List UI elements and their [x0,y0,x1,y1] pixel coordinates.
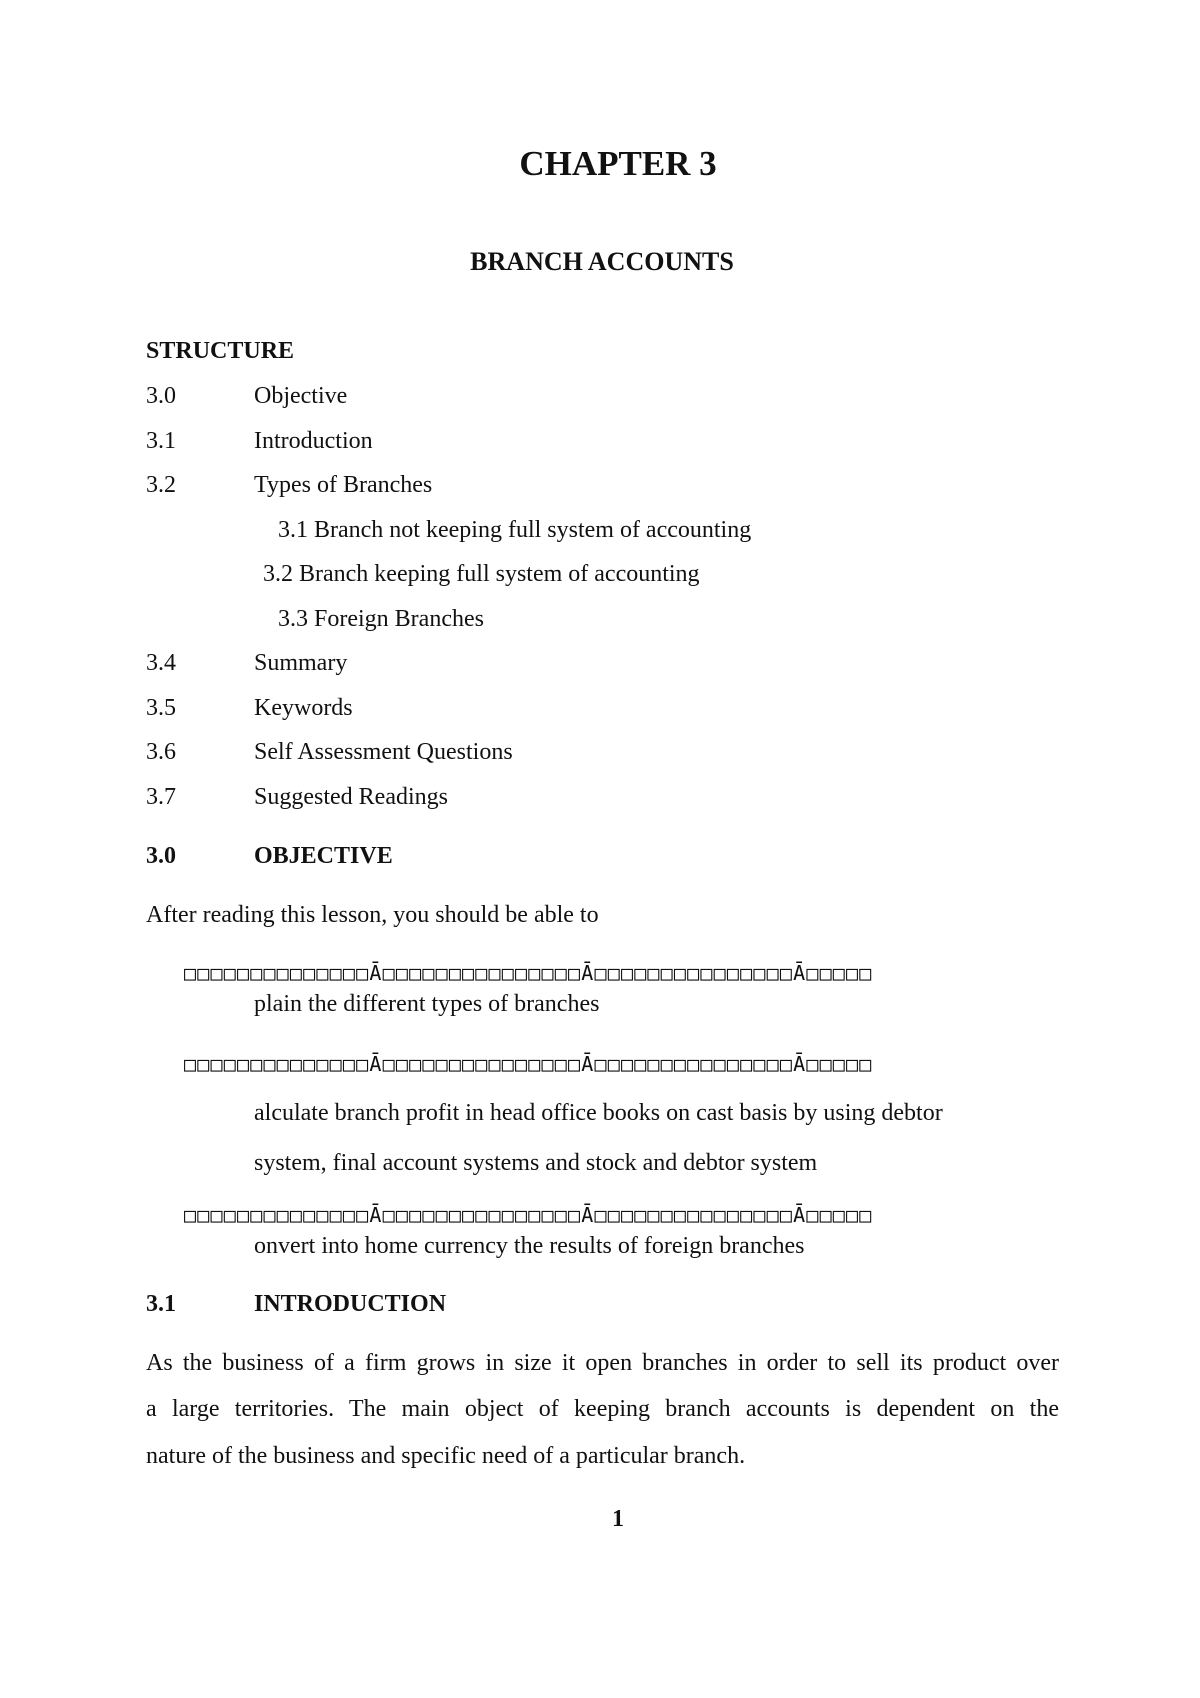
introduction-paragraph-line: a large territories. The main object of keeping branch accounts is dependent on the [146,1396,1059,1422]
chapter-title: CHAPTER 3 [519,144,717,183]
objective-bullet-text: system, final account systems and stock and debtor system [254,1150,818,1176]
structure-subitem: 3.1 Branch not keeping full system of accounting [278,517,752,543]
objective-num: 3.0 [146,843,176,869]
garbled-bullet-glyphs: □□□□□□□□□□□□□□Ā□□□□□□□□□□□□□□□Ā□□□□□□□□□□□□□□□Ā□□□□□ [184,1203,873,1227]
structure-item-num: 3.1 [146,428,176,454]
structure-item-num: 3.6 [146,739,176,765]
objective-bullet-text: plain the different types of branches [254,991,600,1017]
structure-subitem: 3.3 Foreign Branches [278,606,484,632]
objective-lead: After reading this lesson, you should be able to [146,902,599,928]
garbled-bullet-glyphs: □□□□□□□□□□□□□□Ā□□□□□□□□□□□□□□□Ā□□□□□□□□□□□□□□□Ā□□□□□ [184,961,873,985]
structure-item-label: Keywords [254,695,353,721]
introduction-paragraph-line: As the business of a firm grows in size it open branches in order to sell its product over [146,1350,1059,1376]
objective-heading: OBJECTIVE [254,843,393,869]
objective-bullet-text: alculate branch profit in head office books on cast basis by using debtor [254,1100,943,1126]
page-number: 1 [612,1506,624,1532]
structure-item-num: 3.4 [146,650,176,676]
garbled-bullet-glyphs: □□□□□□□□□□□□□□Ā□□□□□□□□□□□□□□□Ā□□□□□□□□□□□□□□□Ā□□□□□ [184,1052,873,1076]
objective-bullet-text: onvert into home currency the results of foreign branches [254,1233,805,1259]
structure-item-label: Types of Branches [254,472,433,498]
introduction-num: 3.1 [146,1291,176,1317]
structure-item-label: Introduction [254,428,373,454]
structure-item-num: 3.2 [146,472,176,498]
structure-item-label: Suggested Readings [254,784,448,810]
introduction-heading: INTRODUCTION [254,1291,447,1317]
chapter-subtitle: BRANCH ACCOUNTS [470,247,734,276]
structure-item-num: 3.0 [146,383,176,409]
structure-item-label: Self Assessment Questions [254,739,513,765]
structure-item-num: 3.5 [146,695,176,721]
structure-item-label: Objective [254,383,348,409]
introduction-paragraph-line: nature of the business and specific need of a particular branch. [146,1443,746,1469]
structure-item-label: Summary [254,650,348,676]
structure-item-num: 3.7 [146,784,176,810]
structure-heading: STRUCTURE [146,338,295,364]
structure-subitem: 3.2 Branch keeping full system of accounting [263,561,700,587]
